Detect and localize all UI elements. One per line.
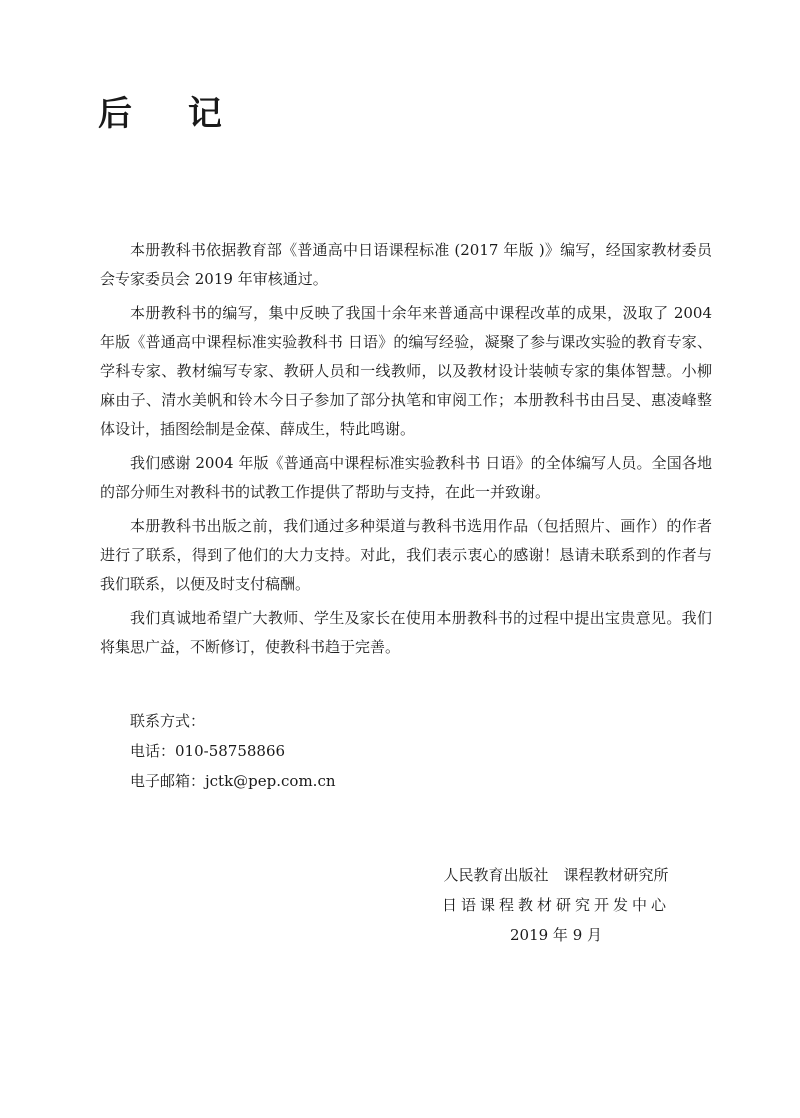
paragraph-copyright: 本册教科书出版之前，我们通过多种渠道与教科书选用作品（包括照片、画作）的作者进行了联系，得到了他们的大力支持。对此，我们表示衷心的感谢！恳请未联系到的作者与我们联系，以便及时支付稿酬。 (100, 517, 712, 593)
signature-block (438, 860, 674, 950)
contact-info (130, 706, 336, 796)
afterword-body (100, 236, 712, 667)
paragraph-compilation: 本册教科书的编写，集中反映了我国十余年来普通高中课程改革的成果，汲取了 2004 年版《普通高中课程标准实验教科书 日语》的编写经验，凝聚了参与课改实验的教育专家、学科专家、教材编写专家、教研人员和一线教师，以及教材设计装帧专家的集体智慧。小柳麻由子、清水美帆和铃木今日子参加了部分执笔和审阅工作；本册教科书由吕旻、惠凌峰整体设计，插图绘制是金葆、薛成生，特此鸣谢。 (100, 304, 712, 438)
paragraph-thanks: 我们感谢 2004 年版《普通高中课程标准实验教科书 日语》的全体编写人员。全国各地的部分师生对教科书的试教工作提供了帮助与支持，在此一并致谢。 (100, 454, 712, 501)
signature-date: 2019 年 9 月 (509, 926, 603, 944)
contact-phone: 电话：010-58758866 (130, 742, 286, 760)
contact-heading: 联系方式： (130, 712, 206, 730)
signature-center: 日语课程教材研究开发中心 (441, 896, 670, 914)
signature-publisher: 人民教育出版社 课程教材研究所 (443, 866, 669, 884)
paragraph-feedback: 我们真诚地希望广大教师、学生及家长在使用本册教科书的过程中提出宝贵意见。我们将集思广益，不断修订，使教科书趋于完善。 (100, 609, 712, 656)
contact-email: 电子邮箱：jctk@pep.com.cn (130, 772, 336, 790)
paragraph-approval: 本册教科书依据教育部《普通高中日语课程标准 (2017 年版 )》编写，经国家教材委员会专家委员会 2019 年审核通过。 (100, 241, 712, 288)
page-title: 后 记 (98, 94, 244, 134)
